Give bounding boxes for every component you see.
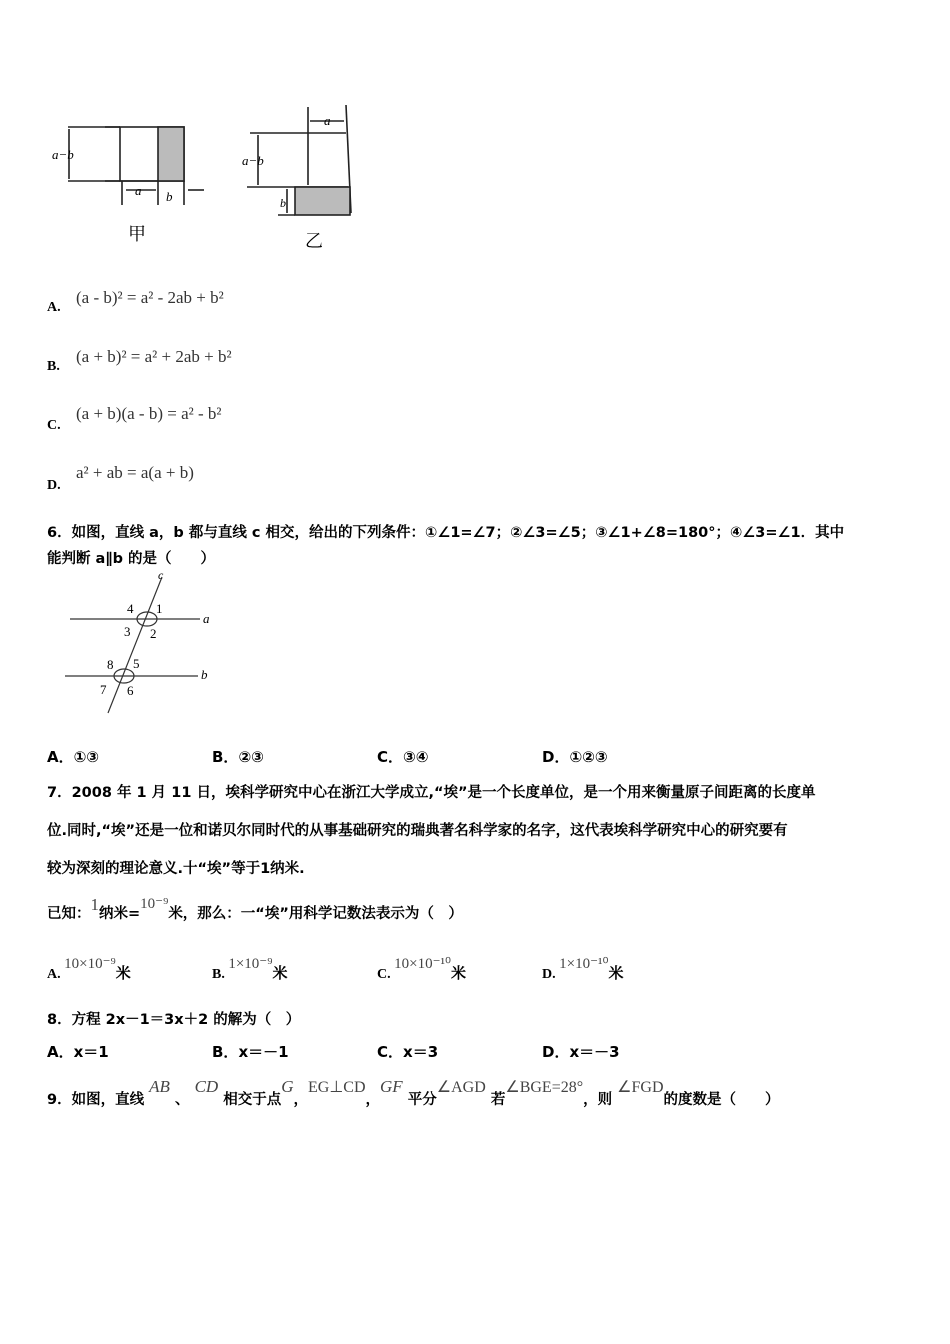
option-text: x＝－3	[569, 1043, 620, 1061]
option-unit: 米	[115, 964, 131, 982]
angle-7: 7	[100, 682, 107, 697]
q9-text: ，	[365, 1092, 381, 1108]
q8-option-c[interactable]	[377, 1041, 438, 1062]
option-letter: C.	[47, 418, 61, 433]
option-letter: C．	[377, 1043, 404, 1061]
q5-formula-b: (a + b)² = a² + 2ab + b²	[76, 347, 232, 366]
angle-5: 5	[133, 656, 140, 671]
fig-left-label-a: a	[135, 183, 142, 198]
q9-stem	[47, 1077, 780, 1109]
option-letter: B．	[212, 1043, 239, 1061]
q5-formula-a: (a - b)² = a² - 2ab + b²	[76, 288, 224, 307]
angle-8: 8	[107, 657, 114, 672]
q9-math-g: G	[281, 1077, 294, 1096]
fig-left-caption: 甲	[128, 224, 146, 244]
q9-text: 9．如图，直线	[47, 1092, 145, 1108]
option-letter: C．	[377, 748, 404, 766]
angle-6: 6	[127, 683, 134, 698]
option-value: 10×10⁻⁹	[64, 956, 116, 972]
q7-option-b[interactable]	[212, 956, 288, 983]
q7-stem-line3: 较为深刻的理论意义.十“埃”等于1纳米.	[47, 861, 305, 877]
angle-2: 2	[150, 626, 157, 641]
option-letter: A．	[47, 1043, 74, 1061]
label-c: c	[158, 568, 164, 582]
option-unit: 米	[272, 964, 288, 982]
option-letter: A.	[47, 967, 61, 982]
angle-1: 1	[156, 601, 163, 616]
label-b: b	[201, 667, 208, 682]
option-letter: D．	[542, 1043, 570, 1061]
q7-option-d[interactable]	[542, 956, 624, 983]
q9-text: 、	[175, 1092, 190, 1108]
option-text: ①③	[73, 748, 100, 766]
q9-math-ab: AB	[149, 1077, 170, 1096]
q6-option-a[interactable]	[47, 746, 99, 767]
q8-option-b[interactable]	[212, 1041, 289, 1062]
option-text: ②③	[238, 748, 264, 766]
option-letter: D．	[542, 748, 570, 766]
option-text: ③④	[403, 748, 429, 766]
option-letter: B.	[212, 967, 225, 982]
label-a: a	[203, 611, 210, 626]
q9-math-bge: ∠BGE=28°	[505, 1079, 584, 1096]
q7-known	[47, 895, 463, 923]
q9-text: 相交于点	[223, 1092, 282, 1108]
option-text: x＝－1	[238, 1043, 289, 1061]
q7-option-a[interactable]	[47, 956, 131, 983]
q9-text: ，则	[583, 1092, 613, 1108]
known-one: 1	[90, 895, 99, 914]
q9-math-fgd: ∠FGD	[617, 1079, 664, 1096]
angle-4: 4	[127, 601, 134, 616]
fig-right-caption: 乙	[305, 231, 323, 251]
option-value: 10×10⁻¹⁰	[394, 956, 452, 972]
q5-option-a[interactable]	[47, 300, 61, 316]
fig-right-label-ab: a−b	[242, 153, 264, 168]
option-letter: A．	[47, 748, 74, 766]
area-figure	[40, 95, 380, 255]
fig-right-label-a: a	[324, 113, 331, 128]
option-unit: 米	[451, 964, 467, 982]
q9-text: 若	[490, 1092, 506, 1108]
fig-left-label-b: b	[166, 189, 173, 204]
option-letter: D.	[47, 478, 61, 493]
q9-text: ，	[293, 1092, 309, 1108]
q9-math-gf: GF	[380, 1077, 403, 1096]
option-text: x＝3	[403, 1043, 439, 1061]
known-prefix: 已知：	[47, 906, 91, 922]
known-suffix: 米，那么：一“埃”用科学记数法表示为（ ）	[168, 906, 463, 922]
angle-3: 3	[124, 624, 131, 639]
option-unit: 米	[608, 964, 624, 982]
q9-math-agd: ∠AGD	[436, 1079, 486, 1096]
option-letter: A.	[47, 300, 61, 315]
q5-option-d[interactable]	[47, 478, 61, 494]
known-mid: 纳米=	[99, 906, 141, 922]
q6-option-c[interactable]	[377, 746, 428, 767]
option-text: x＝1	[73, 1043, 109, 1061]
option-letter: B.	[47, 359, 60, 374]
q9-text: 的度数是（ ）	[663, 1092, 780, 1108]
q8-option-a[interactable]	[47, 1041, 109, 1062]
known-power: 10⁻⁹	[140, 896, 169, 912]
q6-option-b[interactable]	[212, 746, 264, 767]
q6-stem-line2: 能判断 a∥b 的是（ ）	[47, 551, 216, 567]
option-letter: C.	[377, 967, 391, 982]
fig-right-label-b: b	[280, 196, 286, 210]
q7-option-c[interactable]	[377, 956, 467, 983]
q8-stem: 8．方程 2x－1＝3x＋2 的解为（ ）	[47, 1012, 301, 1028]
q6-option-d[interactable]	[542, 746, 608, 767]
q8-option-d[interactable]	[542, 1041, 620, 1062]
option-letter: B．	[212, 748, 239, 766]
q9-text: 平分	[407, 1092, 437, 1108]
q9-math-eg-perp-cd: EG⊥CD	[308, 1079, 366, 1096]
q5-formula-d: a² + ab = a(a + b)	[76, 463, 194, 482]
q7-stem-line1: 7．2008 年 1 月 11 日，埃科学研究中心在浙江大学成立,“埃”是一个长度单位，是一个用来衡量原子间距离的长度单	[47, 785, 816, 801]
q5-option-c[interactable]	[47, 418, 61, 434]
fig-left-label-ab: a−b	[52, 147, 74, 162]
q7-stem-line2: 位.同时,“埃”还是一位和诺贝尔同时代的从事基础研究的瑞典著名科学家的名字，这代表埃科学研究中心的研究要有	[47, 823, 788, 839]
option-letter: D.	[542, 967, 556, 982]
option-text: ①②③	[569, 748, 608, 766]
q9-math-cd: CD	[194, 1077, 219, 1096]
option-value: 1×10⁻⁹	[228, 956, 273, 972]
q5-formula-c: (a + b)(a - b) = a² - b²	[76, 404, 222, 423]
q5-option-b[interactable]	[47, 359, 60, 375]
option-value: 1×10⁻¹⁰	[559, 956, 609, 972]
parallel-lines-figure	[60, 565, 220, 720]
q6-stem-line1: 6．如图，直线 a，b 都与直线 c 相交，给出的下列条件：①∠1=∠7；②∠3=∠5；③∠1+∠8=180°；④∠3=∠1．其中	[47, 525, 845, 541]
